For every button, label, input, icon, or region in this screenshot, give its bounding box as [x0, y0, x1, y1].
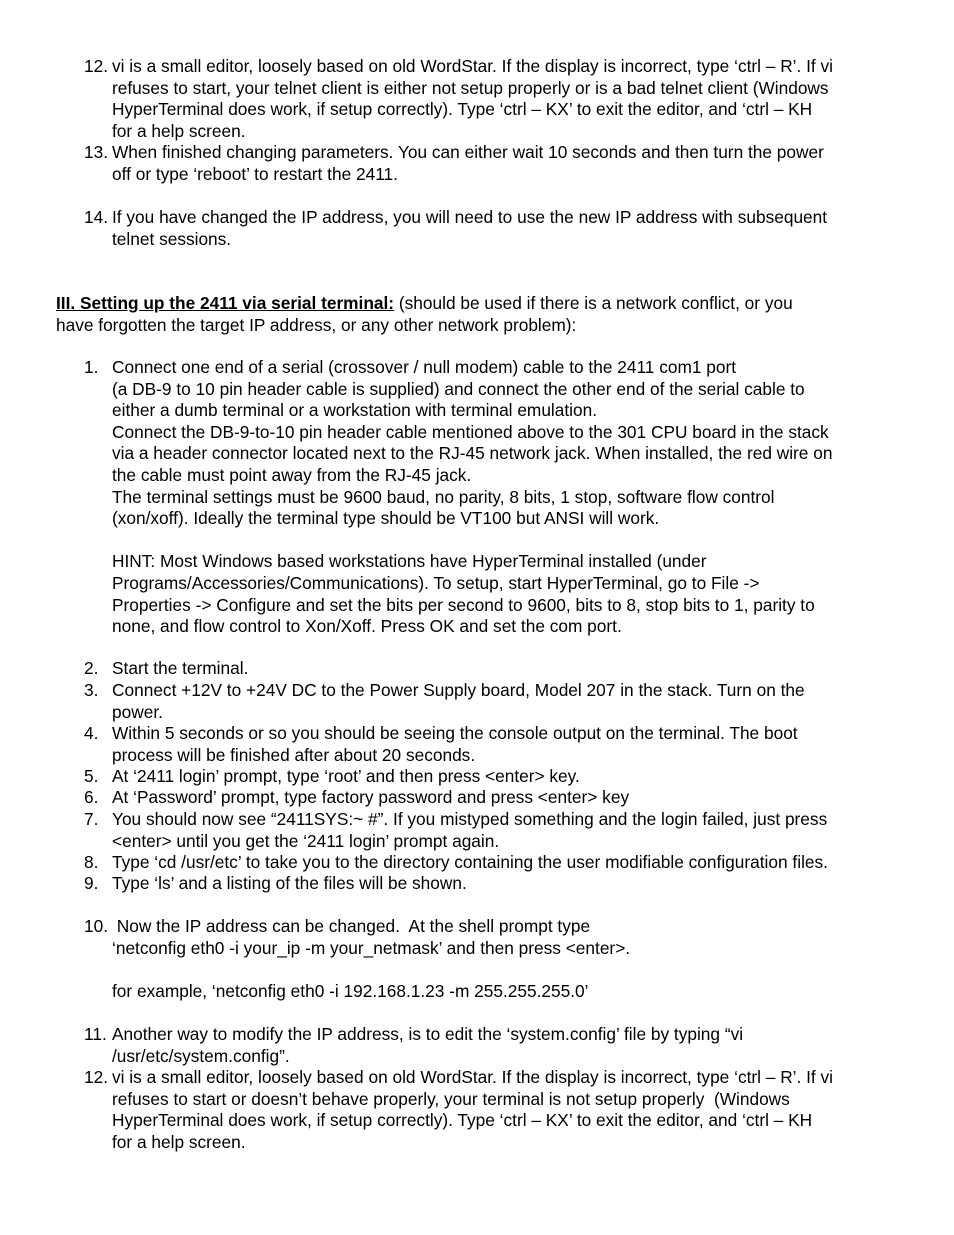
list-number: 4.	[84, 723, 99, 743]
text-line: At ‘2411 login’ prompt, type ‘root’ and then press <enter> key.	[112, 766, 580, 786]
list-number: 1.	[84, 357, 99, 377]
text-line: Within 5 seconds or so you should be seeing the console output on the terminal. The boot	[112, 723, 798, 743]
text-line: At ‘Password’ prompt, type factory password and press <enter> key	[112, 787, 630, 807]
text-line: either a dumb terminal or a workstation with terminal emulation.	[112, 400, 598, 421]
list-number: 3.	[84, 680, 99, 700]
text-line: via a header connector located next to the RJ-45 network jack. When installed, the red wire on	[112, 443, 833, 464]
list-item-6	[84, 787, 914, 809]
text-line: the cable must point away from the RJ-45 jack.	[112, 464, 472, 485]
text-line: /usr/etc/system.config”.	[112, 1045, 290, 1066]
text-line: HyperTerminal does work, if setup correctly). Type ‘ctrl – KX’ to exit the editor, and ‘ctrl – KH	[112, 1110, 813, 1131]
text-line: off or type ‘reboot’ to restart the 2411.	[112, 163, 398, 184]
list-number: 8.	[84, 852, 99, 872]
text-line: refuses to start or doesn’t behave properly, your terminal is not setup properly (Windows	[112, 1088, 790, 1109]
text-line: telnet sessions.	[112, 228, 232, 249]
text-line: vi is a small editor, loosely based on old WordStar. If the display is incorrect, type ‘ctrl – R’. If vi	[112, 1067, 833, 1087]
list-number: 5.	[84, 766, 99, 786]
text-line: power.	[112, 701, 163, 722]
list-item-12-bottom	[84, 1067, 914, 1153]
list-item-2	[84, 658, 914, 680]
list-number: 2.	[84, 658, 99, 678]
list-number: 12.	[84, 1067, 109, 1087]
list-text	[112, 1067, 914, 1153]
example-line: for example, ‘netconfig eth0 -i 192.168.1.23 -m 255.255.255.0’	[112, 980, 589, 1001]
text-line: for a help screen.	[112, 1131, 246, 1152]
list-number: 10.	[84, 916, 109, 936]
text-line: <enter> until you get the ‘2411 login’ prompt again.	[112, 830, 500, 851]
list-text	[112, 142, 914, 185]
list-item-8	[84, 852, 914, 874]
hint-line: HINT: Most Windows based workstations have HyperTerminal installed (under	[112, 551, 707, 572]
list-text	[112, 809, 914, 852]
text-line: refuses to start, your telnet client is either not setup properly or is a bad telnet client (Windows	[112, 77, 829, 98]
text-line: When finished changing parameters. You can either wait 10 seconds and then turn the power	[112, 142, 824, 162]
list-text	[112, 787, 914, 809]
list-text	[112, 916, 914, 1002]
text-line: Start the terminal.	[112, 658, 249, 678]
text-line: Now the IP address can be changed. At the shell prompt type	[112, 916, 591, 936]
section-intro: (should be used if there is a network conflict, or you	[394, 293, 793, 313]
list-item-5	[84, 766, 914, 788]
hint-line: Properties -> Configure and set the bits per second to 9600, bits to 8, stop bits to 1, parity to	[112, 594, 815, 615]
list-text	[112, 723, 914, 766]
list-item-10	[84, 916, 914, 1002]
list-text	[112, 680, 914, 723]
list-text	[112, 56, 914, 142]
text-line: ‘netconfig eth0 -i your_ip -m your_netmask’ and then press <enter>.	[112, 937, 631, 958]
text-line: Connect +12V to +24V DC to the Power Supply board, Model 207 in the stack. Turn on the	[112, 680, 805, 700]
text-line: Another way to modify the IP address, is to edit the ‘system.config’ file by typing “vi	[112, 1024, 744, 1044]
text-line: (a DB-9 to 10 pin header cable is supplied) and connect the other end of the serial cable to	[112, 378, 805, 399]
list-number: 12.	[84, 56, 109, 76]
list-text	[112, 766, 914, 788]
text-line: If you have changed the IP address, you will need to use the new IP address with subsequent	[112, 207, 828, 227]
list-item-13-top	[84, 142, 914, 185]
list-item-3	[84, 680, 914, 723]
list-item-4	[84, 723, 914, 766]
list-item-7	[84, 809, 914, 852]
list-item-1	[84, 357, 914, 638]
section-heading-block	[56, 293, 916, 336]
section-intro-line2: have forgotten the target IP address, or any other network problem):	[56, 314, 577, 335]
list-item-12-top	[84, 56, 914, 142]
list-number: 11.	[84, 1024, 107, 1044]
text-line: HyperTerminal does work, if setup correctly). Type ‘ctrl – KX’ to exit the editor, and ‘ctrl – KH	[112, 99, 813, 120]
list-text	[112, 207, 914, 250]
hint-line: none, and flow control to Xon/Xoff. Press OK and set the com port.	[112, 616, 622, 637]
list-number: 13.	[84, 142, 109, 162]
list-text	[112, 873, 914, 895]
hint-line: Programs/Accessories/Communications). To setup, start HyperTerminal, go to File ->	[112, 572, 760, 593]
text-line: Connect the DB-9-to-10 pin header cable mentioned above to the 301 CPU board in the stack	[112, 421, 829, 442]
list-number: 14.	[84, 207, 109, 227]
text-line: You should now see “2411SYS:~ #”. If you mistyped something and the login failed, just press	[112, 809, 828, 829]
list-number: 9.	[84, 873, 99, 893]
list-number: 6.	[84, 787, 99, 807]
section-heading: III. Setting up the 2411 via serial terminal:	[56, 293, 395, 313]
list-text	[112, 1024, 914, 1067]
text-line: (xon/xoff). Ideally the terminal type should be VT100 but ANSI will work.	[112, 508, 660, 529]
list-item-9	[84, 873, 914, 895]
text-line: Connect one end of a serial (crossover / null modem) cable to the 2411 com1 port	[112, 357, 737, 377]
text-line: The terminal settings must be 9600 baud, no parity, 8 bits, 1 stop, software flow control	[112, 486, 775, 507]
list-text	[112, 357, 914, 638]
text-line: Type ‘ls’ and a listing of the files will be shown.	[112, 873, 467, 893]
text-line: process will be finished after about 20 seconds.	[112, 744, 476, 765]
text-line: vi is a small editor, loosely based on old WordStar. If the display is incorrect, type ‘ctrl – R’. If vi	[112, 56, 833, 76]
list-number: 7.	[84, 809, 99, 829]
list-item-14-top	[84, 207, 914, 250]
text-line: Type ‘cd /usr/etc’ to take you to the directory containing the user modifiable configuration files.	[112, 852, 828, 872]
list-item-11	[84, 1024, 914, 1067]
text-line: for a help screen.	[112, 120, 246, 141]
list-text	[112, 852, 914, 874]
list-text	[112, 658, 914, 680]
